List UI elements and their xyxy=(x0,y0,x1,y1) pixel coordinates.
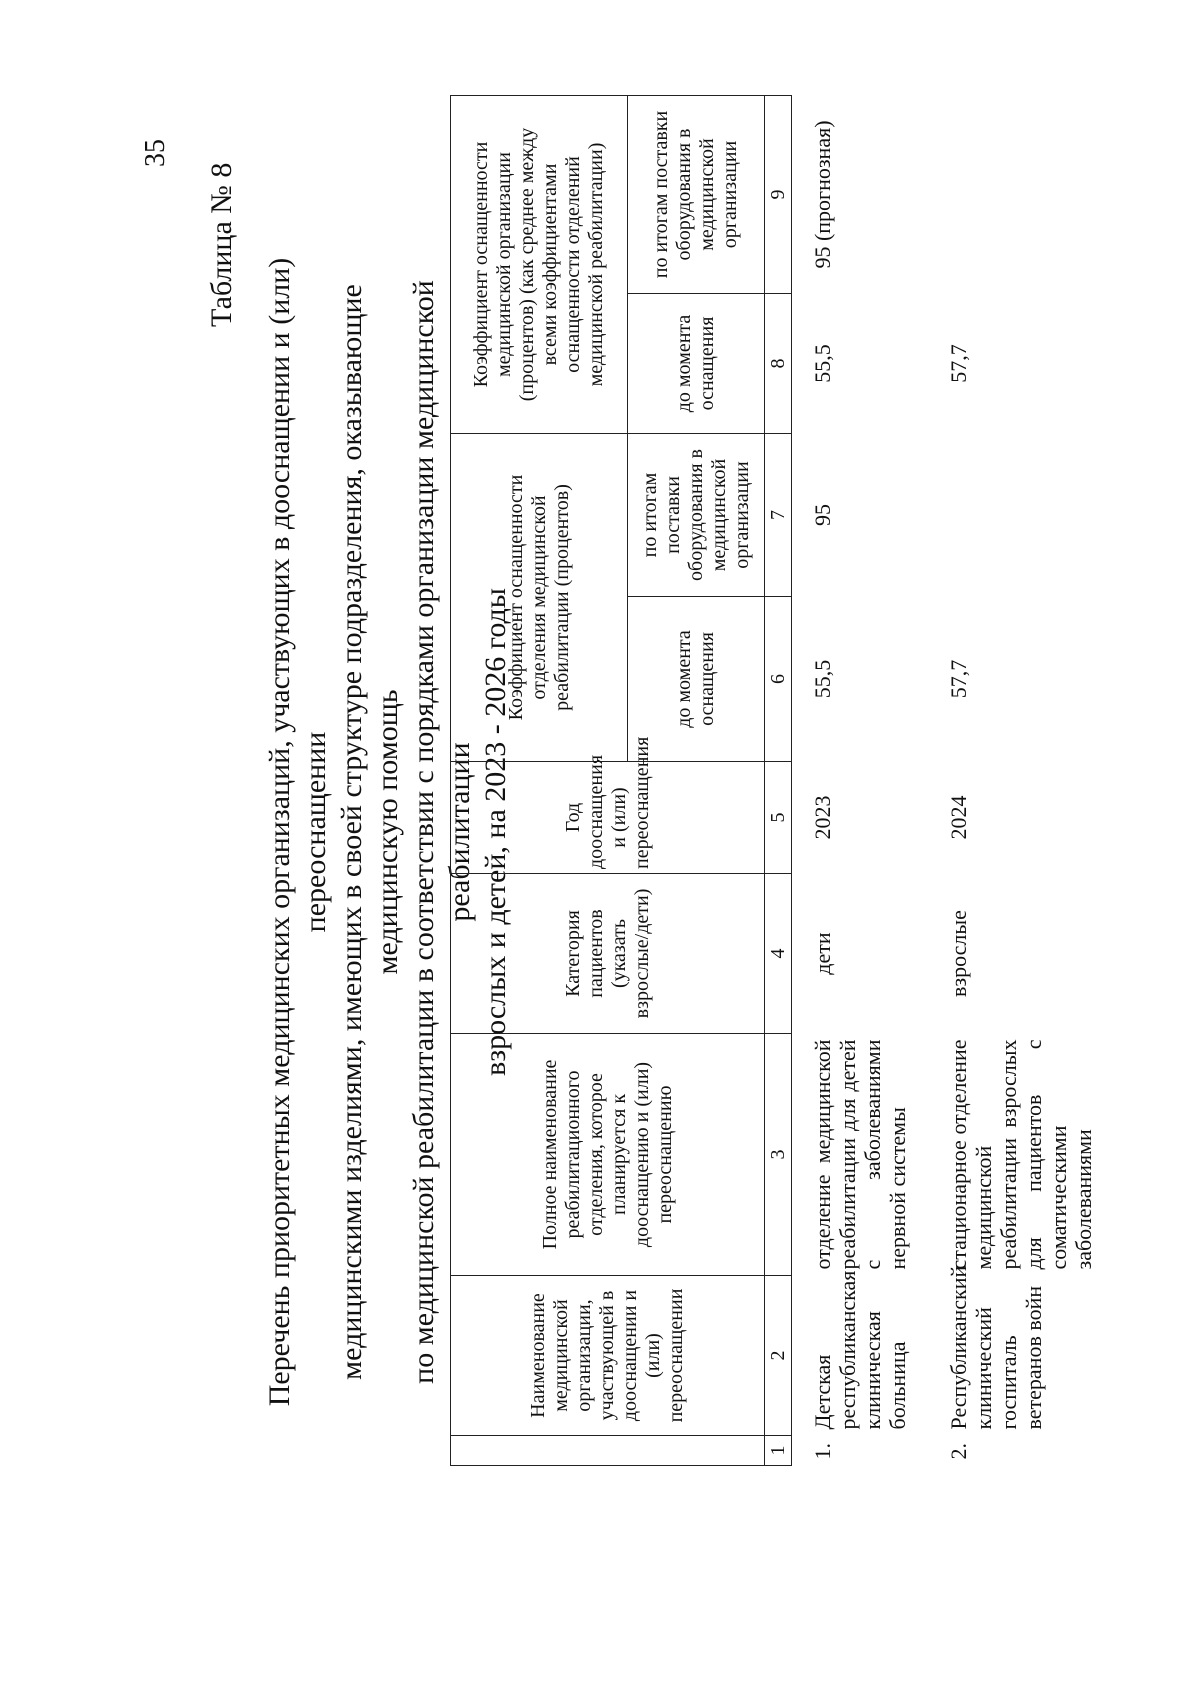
dept-coefficient-before: 55,5 xyxy=(810,659,835,699)
dept-coefficient-after: 95 xyxy=(810,504,835,526)
column-number: 5 xyxy=(765,762,792,874)
table-label: Таблица № 8 xyxy=(205,162,238,327)
title-line: медицинскими изделиями, имеющих в своей структуре подразделения, оказывающие медицинскую помощь xyxy=(335,284,404,1380)
dept-coefficient-after xyxy=(916,434,1102,597)
column-number: 7 xyxy=(765,434,792,597)
org-coefficient-after: 95 (прогнозная) xyxy=(810,120,835,269)
org-coefficient-after xyxy=(916,96,1102,294)
organization-name: Республиканский клинический госпиталь ветеранов войн xyxy=(946,1265,1046,1430)
department-name: стационарное отделение медицинской реабилитации взрослых для пациентов с соматическими заболеваниями xyxy=(946,1039,1096,1270)
table-row xyxy=(792,96,917,1466)
column-number: 3 xyxy=(765,1034,792,1276)
header-department: Полное наименование реабилитационного отделения, которое планируется к дооснащению и (или) переоснащению xyxy=(451,1034,765,1276)
header-org-after: по итогам поставки оборудования в медицинской организации xyxy=(628,96,765,294)
table-row xyxy=(916,96,1102,1466)
header-org-coefficient: Коэффициент оснащенности медицинской организации (процентов) (как среднее между всеми коэффициентами оснащенности отделений медицинской реабилитации) xyxy=(451,96,628,434)
title-line: по медицинской реабилитации в соответствии с порядками организации медицинской реабилитации xyxy=(407,280,476,1384)
column-number: 4 xyxy=(765,874,792,1034)
header-dept-after: по итогам поставки оборудования в медицинской организации xyxy=(628,434,765,597)
title-line: взрослых и детей, на 2023 - 2026 годы xyxy=(479,588,512,1076)
org-coefficient-before: 57,7 xyxy=(946,344,971,383)
page-number: 35 xyxy=(140,139,171,167)
header-organization: Наименование медицинской организации, участвующей в дооснащении и (или) переоснащении xyxy=(451,1276,765,1436)
header-col-1 xyxy=(451,1436,765,1466)
equipment-table xyxy=(450,95,1102,1466)
header-dept-before: до момента оснащения xyxy=(628,597,765,762)
patient-category: дети xyxy=(810,932,835,975)
title-line: Перечень приоритетных медицинских организаций, участвующих в дооснащении и (или) переоснащении xyxy=(263,257,332,1407)
organization-name: Детская республиканская клиническая больница xyxy=(810,1270,910,1430)
patient-category: взрослые xyxy=(946,910,971,997)
org-coefficient-before: 55,5 xyxy=(810,344,835,383)
column-number: 1 xyxy=(765,1436,792,1466)
column-number: 2 xyxy=(765,1276,792,1436)
equipment-year: 2023 xyxy=(810,795,835,840)
header-category: Категория пациентов (указать взрослые/дети) xyxy=(451,874,765,1034)
row-number: 1. xyxy=(810,1443,835,1460)
department-name: отделение медицинской реабилитации для детей с заболеваниями нервной системы xyxy=(810,1039,910,1270)
dept-coefficient-before: 57,7 xyxy=(946,659,971,699)
row-number: 2. xyxy=(946,1443,971,1460)
equipment-year: 2024 xyxy=(946,795,971,840)
column-number: 6 xyxy=(765,597,792,762)
header-year: Год дооснащения и (или) переоснащения xyxy=(451,762,765,874)
header-org-before: до момента оснащения xyxy=(628,294,765,434)
header-dept-coefficient: Коэффициент оснащенности отделения медицинской реабилитации (процентов) xyxy=(451,434,628,762)
column-number: 8 xyxy=(765,294,792,434)
column-number: 9 xyxy=(765,96,792,294)
